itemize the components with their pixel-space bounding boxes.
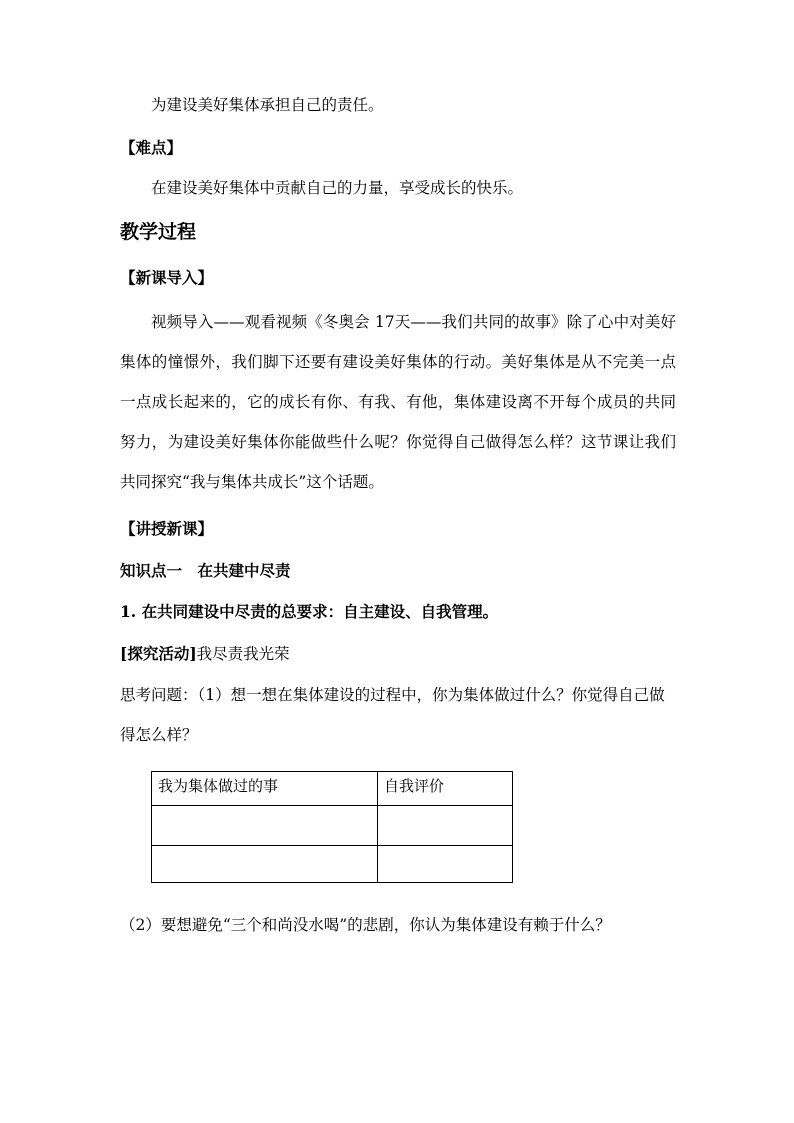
- table-cell: [378, 846, 513, 883]
- intro-label: 【新课导入】: [120, 268, 214, 287]
- table-row: [152, 846, 513, 883]
- process-heading: 教学过程: [120, 221, 197, 243]
- difficulty-text: 在建设美好集体中贡献自己的力量，享受成长的快乐。: [151, 179, 524, 197]
- lecture-label: 【讲授新课】: [120, 519, 214, 538]
- self-evaluation-table: [151, 771, 513, 883]
- knowledge-point-title: 知识点一 在共建中尽责: [120, 561, 291, 580]
- point-1-text: 1. 在共同建设中尽责的总要求：自主建设、自我管理。: [120, 602, 499, 621]
- activity-line: [120, 644, 290, 664]
- table-cell: [152, 846, 378, 883]
- table-header-cell: 自我评价: [378, 772, 513, 806]
- intro-paragraph: 视频导入——观看视频《冬奥会 17天——我们共同的故事》除了心中对美好集体的憧憬外，我们脚下还要有建设美好集体的行动。美好集体是从不完美一点一点成长起来的，它的成长有你、有我、有他，集体建设离不开每个成员的共同努力，为建设美好集体你能做些什么呢？你觉得自己做得怎么样？这节课让我们共同探究“我与集体共成长”这个话题。: [120, 313, 676, 491]
- table-row: [152, 806, 513, 846]
- difficulty-label: 【难点】: [120, 138, 183, 157]
- goal-line: 为建设美好集体承担自己的责任。: [151, 96, 384, 114]
- table-header-cell: 我为集体做过的事: [152, 772, 378, 806]
- activity-title: 我尽责我光荣: [196, 645, 290, 663]
- table-cell: [152, 806, 378, 846]
- activity-tag: [探究活动]: [120, 644, 197, 663]
- table-header-row: [152, 772, 513, 806]
- question-2: （2）要想避免“三个和尚没水喝”的悲剧，你认为集体建设有赖于什么？: [120, 916, 611, 934]
- question-1: 思考问题：（1）想一想在集体建设的过程中，你为集体做过什么？你觉得自己做得怎么样？: [120, 686, 665, 744]
- table-cell: [378, 806, 513, 846]
